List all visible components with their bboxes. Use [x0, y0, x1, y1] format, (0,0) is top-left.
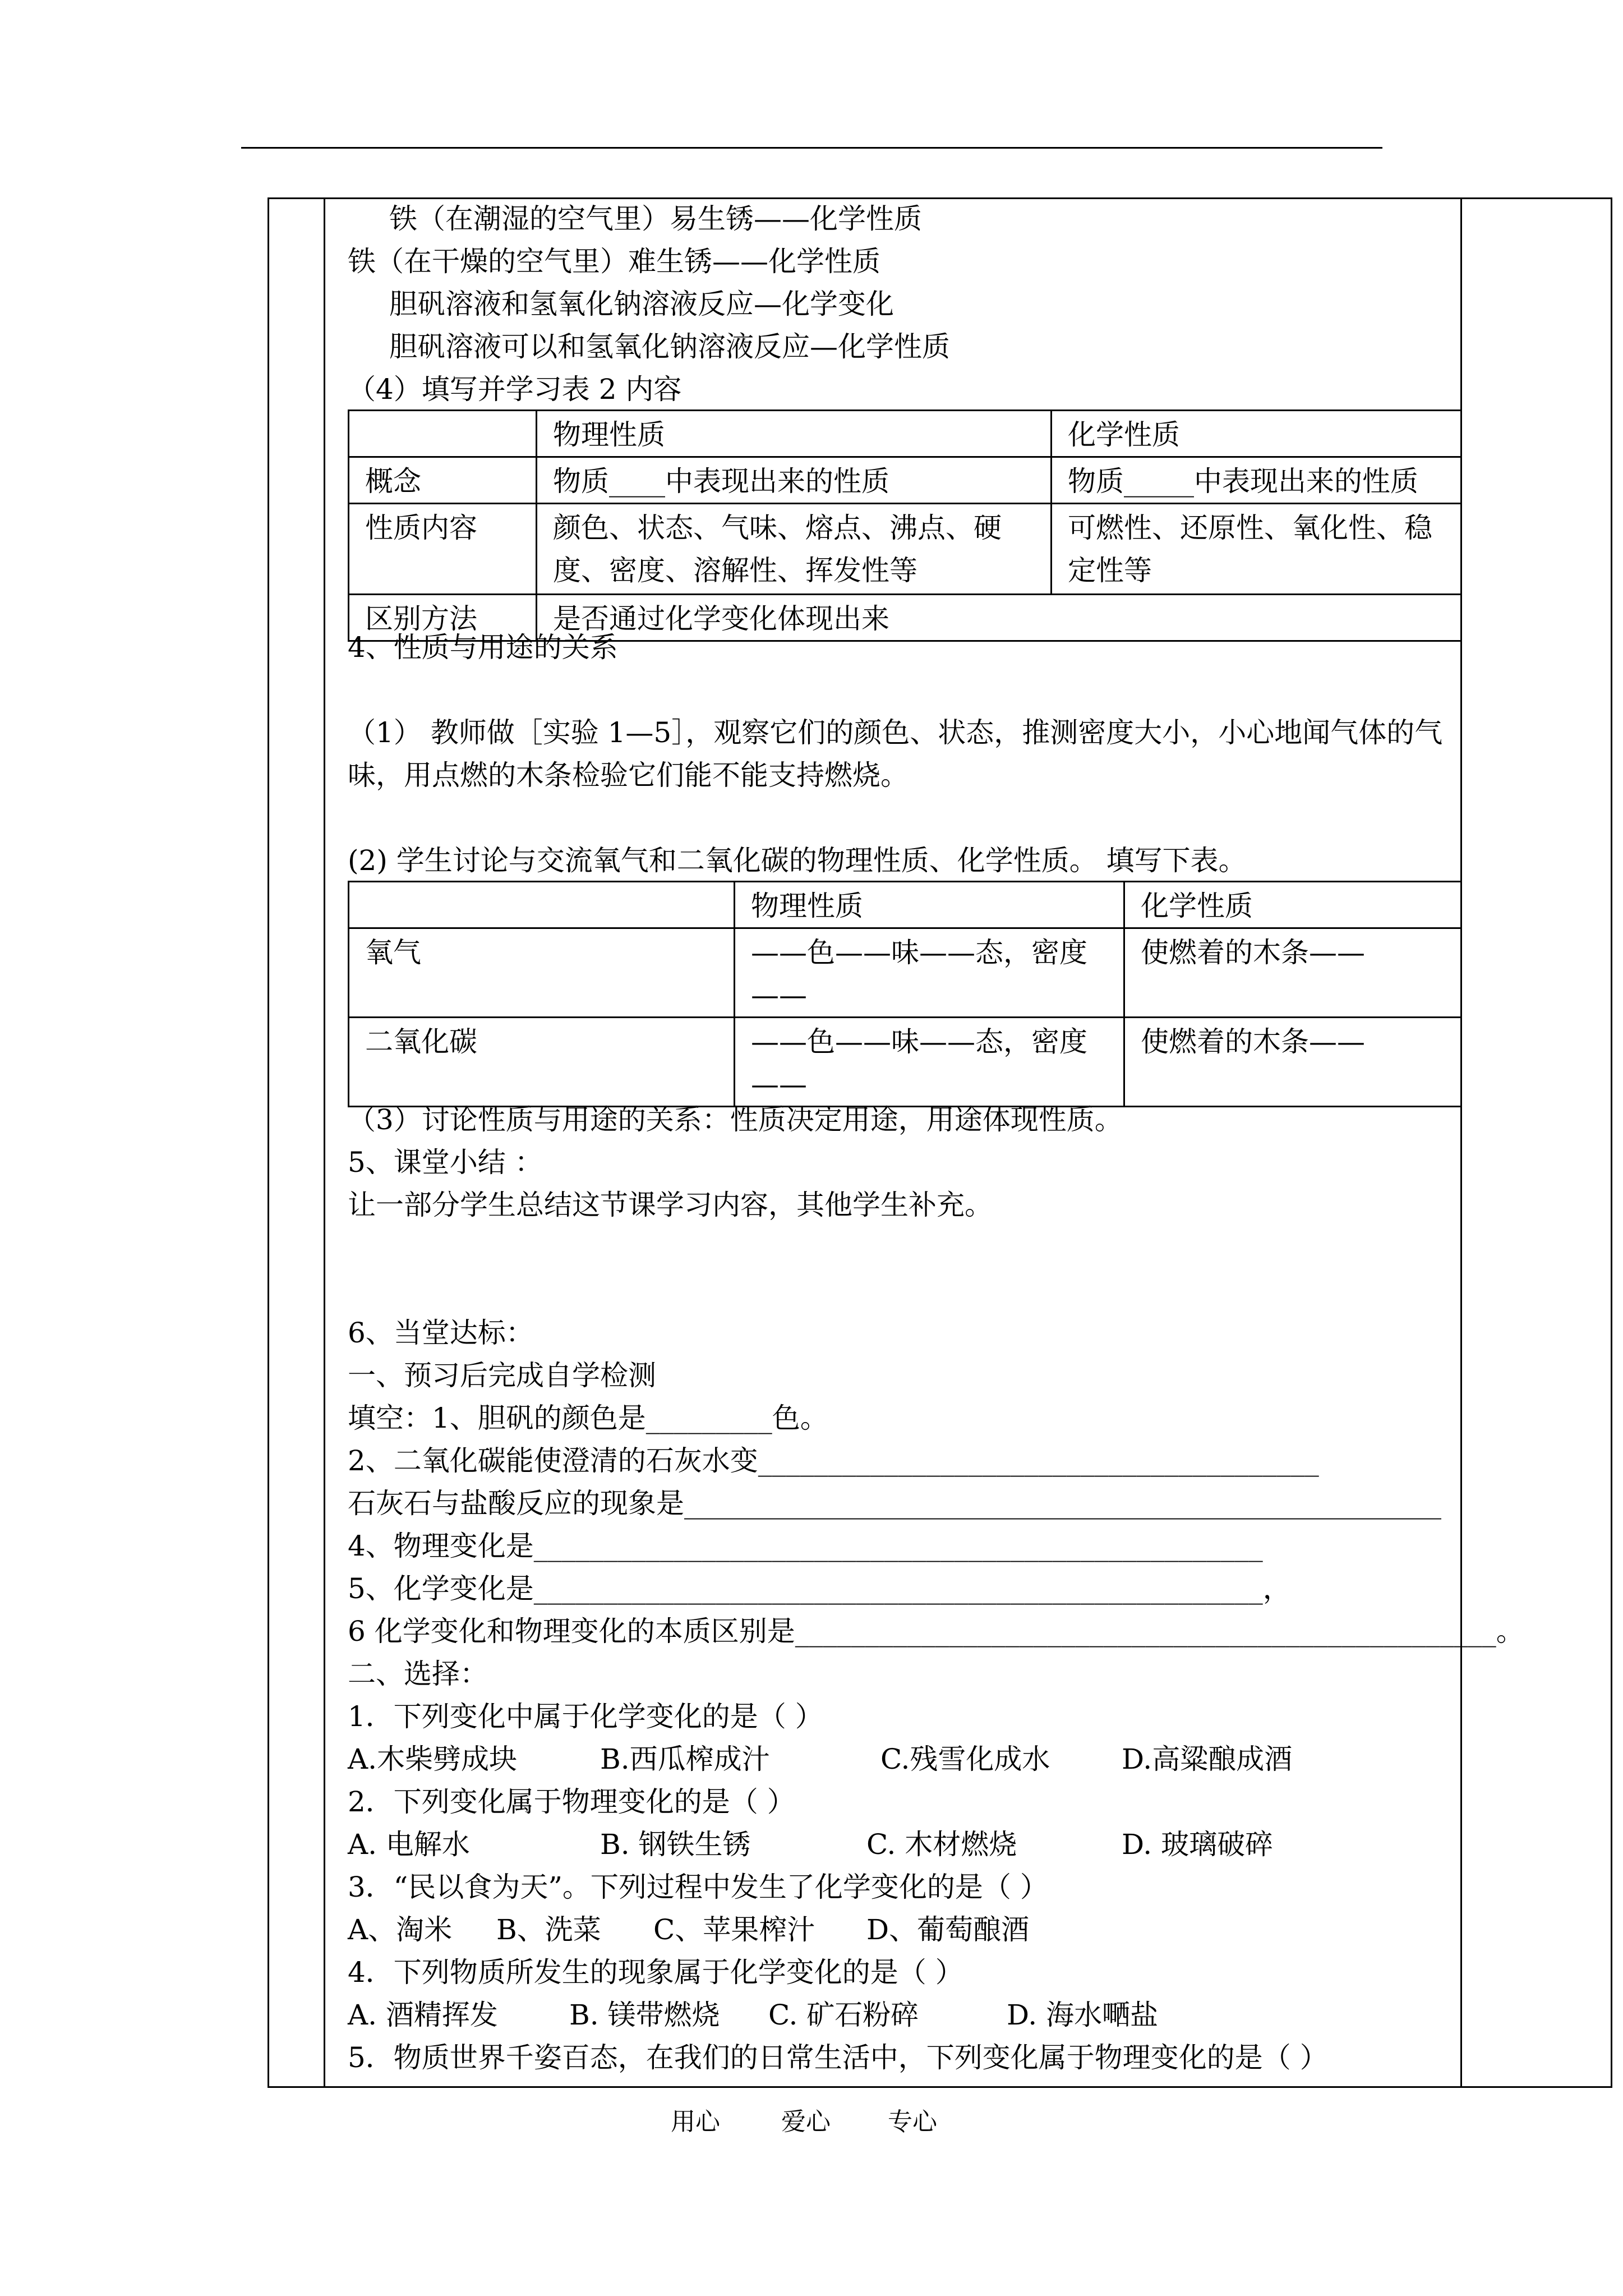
table3-cell: ——色——味——态，密度——: [735, 1018, 1124, 1107]
choice-q3-option-a: A、淘米: [348, 1913, 453, 1946]
discussion-p3: （3）讨论性质与用途的关系：性质决定用途，用途体现性质。: [348, 1103, 1123, 1136]
choice-q5: 5．物质世界千姿百态，在我们的日常生活中，下列变化属于物理变化的是（ ）: [348, 2041, 1328, 2074]
table2-cell: 可燃性、还原性、氧化性、稳定性等: [1052, 504, 1461, 595]
left-column-divider: [324, 197, 325, 2088]
choice-q2-option-b: B. 钢铁生锈: [600, 1828, 751, 1861]
choice-q3-option-c: C、苹果榨汁: [653, 1913, 815, 1946]
table2-properties: [348, 409, 1462, 642]
fill-q4: 4、物理变化是____________________________________________________: [348, 1530, 1263, 1562]
table2-cell: 颜色、状态、气味、熔点、沸点、硬度、密度、溶解性、挥发性等: [537, 504, 1052, 595]
table3-row-label: 氧气: [349, 928, 735, 1018]
table2-header-empty: [349, 411, 537, 457]
choice-q1: 1．下列变化中属于化学变化的是（ ）: [348, 1700, 823, 1733]
table2-merged-cell: 是否通过化学变化体现出来: [537, 595, 1461, 641]
table2-header-chemical: 化学性质: [1052, 411, 1461, 457]
choice-q1-option-b: B.西瓜榨成汁: [600, 1743, 770, 1775]
line-iron-humid: 铁（在潮湿的空气里）易生锈——化学性质: [389, 203, 922, 235]
choice-q3-option-d: D、葡萄酿酒: [866, 1913, 1030, 1946]
choice-q1-option-a: A.木柴劈成块: [348, 1743, 518, 1775]
footer-yongxin: 用心: [671, 2108, 720, 2136]
table3-cell: ——色——味——态，密度——: [735, 928, 1124, 1018]
fill-q1: 填空：1、胆矾的颜色是_________色。: [348, 1402, 828, 1434]
choice-q2: 2．下列变化属于物理变化的是（ ）: [348, 1786, 795, 1818]
choice-q4-option-c: C. 矿石粉碎: [768, 1999, 919, 2031]
choice-q2-option-c: C. 木材燃烧: [866, 1828, 1017, 1861]
table2-cell: 物质____中表现出来的性质: [537, 457, 1052, 504]
part2-title: 二、选择：: [348, 1658, 488, 1690]
footer-zhuanxin: 专心: [888, 2108, 937, 2136]
table3-row-label: 二氧化碳: [349, 1018, 735, 1107]
line-reaction-change: 胆矾溶液和氢氧化钠溶液反应—化学变化: [389, 288, 894, 320]
footer-aixin: 爱心: [781, 2108, 831, 2136]
table2-cell: 物质_____中表现出来的性质: [1052, 457, 1461, 504]
table3-cell: 使燃着的木条——: [1124, 928, 1461, 1018]
table3-oxygen-co2: [348, 881, 1462, 1107]
table2-row-label: 区别方法: [349, 595, 537, 641]
choice-q4-option-b: B. 镁带燃烧: [569, 1999, 720, 2031]
fill-q5: 5、化学变化是____________________________________________________，: [348, 1572, 1291, 1605]
line-reaction-property: 胆矾溶液可以和氢氧化钠溶液反应—化学性质: [389, 330, 950, 363]
table3-header-physical: 物理性质: [735, 882, 1124, 928]
table2-row-label: 性质内容: [349, 504, 537, 595]
choice-q4: 4．下列物质所发生的现象属于化学变化的是（ ）: [348, 1956, 963, 1989]
section4-p1-line2: 味，用点燃的木条检验它们能不能支持燃烧。: [348, 759, 909, 792]
part1-title: 一、预习后完成自学检测: [348, 1359, 656, 1392]
choice-q2-option-d: D. 玻璃破碎: [1122, 1828, 1274, 1861]
check-title: 6、当堂达标：: [348, 1317, 534, 1349]
table2-row-label: 概念: [349, 457, 537, 504]
fill-q2: 2、二氧化碳能使澄清的石灰水变________________________________________: [348, 1444, 1319, 1477]
summary-title: 5、课堂小结 ：: [348, 1146, 543, 1179]
table3-header-empty: [349, 882, 735, 928]
table2-header-physical: 物理性质: [537, 411, 1052, 457]
choice-q3: 3．“民以食为天”。下列过程中发生了化学变化的是（ ）: [348, 1871, 1048, 1903]
table2-caption: （4）填写并学习表 2 内容: [348, 373, 682, 406]
fill-q6: 6 化学变化和物理变化的本质区别是__________________________________________________。: [348, 1615, 1524, 1648]
choice-q4-option-d: D. 海水嗮盐: [1007, 1999, 1159, 2031]
header-rule: [241, 147, 1382, 149]
line-iron-dry: 铁（在干燥的空气里）难生锈——化学性质: [348, 245, 880, 278]
section4-title: 4、性质与用途的关系: [348, 631, 618, 664]
section4-p2: (2) 学生讨论与交流氧气和二氧化碳的物理性质、化学性质。 填写下表。: [348, 844, 1247, 877]
choice-q4-option-a: A. 酒精挥发: [348, 1999, 498, 2031]
fill-q3: 石灰石与盐酸反应的现象是______________________________________________________: [348, 1487, 1441, 1520]
choice-q2-option-a: A. 电解水: [348, 1828, 470, 1861]
table3-cell: 使燃着的木条——: [1124, 1018, 1461, 1107]
section4-p1-line1: （1） 教师做［实验 1—5］，观察它们的颜色、状态，推测密度大小，小心地闻气体的气: [348, 716, 1443, 749]
choice-q1-option-d: D.高粱酿成酒: [1122, 1743, 1293, 1775]
choice-q3-option-b: B、洗菜: [496, 1913, 601, 1946]
summary-text: 让一部分学生总结这节课学习内容，其他学生补充。: [348, 1189, 993, 1221]
choice-q1-option-c: C.残雪化成水: [880, 1743, 1050, 1775]
table3-header-chemical: 化学性质: [1124, 882, 1461, 928]
